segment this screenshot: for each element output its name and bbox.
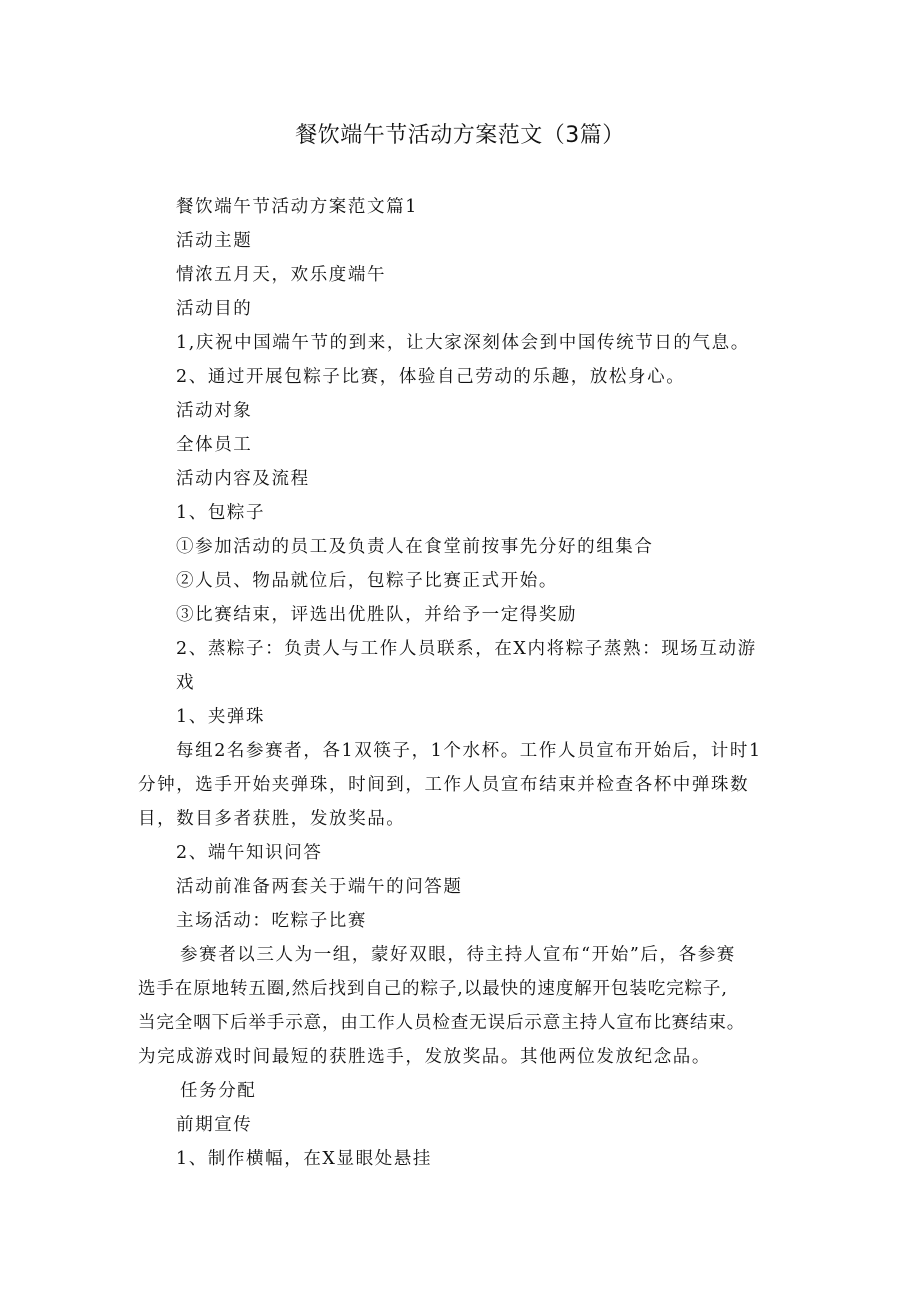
paragraph-line: 目，数目多者获胜，发放奖品。 <box>138 809 406 829</box>
paragraph-line: 活动主题 <box>176 231 253 251</box>
paragraph-line: ①参加活动的员工及负责人在食堂前按事先分好的组集合 <box>176 537 654 557</box>
paragraph-line: 1、包粽子 <box>176 503 266 523</box>
paragraph-line: 情浓五月天，欢乐度端午 <box>176 265 387 285</box>
paragraph-line: 1,庆祝中国端午节的到来，让大家深刻体会到中国传统节日的气息。 <box>176 333 750 353</box>
paragraph-line: 前期宣传 <box>176 1115 253 1135</box>
paragraph-line: ③比赛结束，评选出优胜队，并给予一定得奖励 <box>176 605 578 625</box>
document-title: 餐饮端午节活动方案范文（3篇） <box>295 123 625 148</box>
paragraph-line: 活动对象 <box>176 401 253 421</box>
paragraph-line: 1、夹弹珠 <box>176 707 266 727</box>
paragraph-line: 每组2名参赛者，各1双筷子，1个水杯。工作人员宣布开始后，计时1 <box>176 741 762 761</box>
paragraph-line: 任务分配 <box>180 1081 257 1101</box>
paragraph-line: 分钟，选手开始夹弹珠，时间到，工作人员宣布结束并检查各杯中弹珠数 <box>138 775 750 795</box>
paragraph-line: 参赛者以三人为一组，蒙好双眼，待主持人宣布“开始”后，各参赛 <box>180 945 736 965</box>
paragraph-line: 选手在原地转五圈,然后找到自己的粽子,以最快的速度解开包装吃完粽子, <box>138 979 728 999</box>
paragraph-line: 活动内容及流程 <box>176 469 310 489</box>
paragraph-line: 为完成游戏时间最短的获胜选手，发放奖品。其他两位发放纪念品。 <box>138 1047 711 1067</box>
paragraph-line: 2、端午知识问答 <box>176 843 323 863</box>
paragraph-line: 当完全咽下后举手示意，由工作人员检查无误后示意主持人宣布比赛结束。 <box>138 1013 746 1033</box>
paragraph-line: 活动目的 <box>176 299 253 319</box>
paragraph-line: 全体员工 <box>176 435 253 455</box>
paragraph-line: 活动前准备两套关于端午的问答题 <box>176 877 463 897</box>
paragraph-line: 主场活动：吃粽子比赛 <box>176 911 367 931</box>
paragraph-line: 戏 <box>176 673 196 693</box>
paragraph-line: 餐饮端午节活动方案范文篇1 <box>176 197 418 217</box>
paragraph-line: 2、通过开展包粽子比赛，体验自己劳动的乐趣，放松身心。 <box>176 367 686 387</box>
paragraph-line: ②人员、物品就位后，包粽子比赛正式开始。 <box>176 571 558 591</box>
paragraph-line: 1、制作横幅，在X显眼处悬挂 <box>176 1149 432 1169</box>
paragraph-line: 2、蒸粽子：负责人与工作人员联系，在X内将粽子蒸熟：现场互动游 <box>176 639 757 659</box>
